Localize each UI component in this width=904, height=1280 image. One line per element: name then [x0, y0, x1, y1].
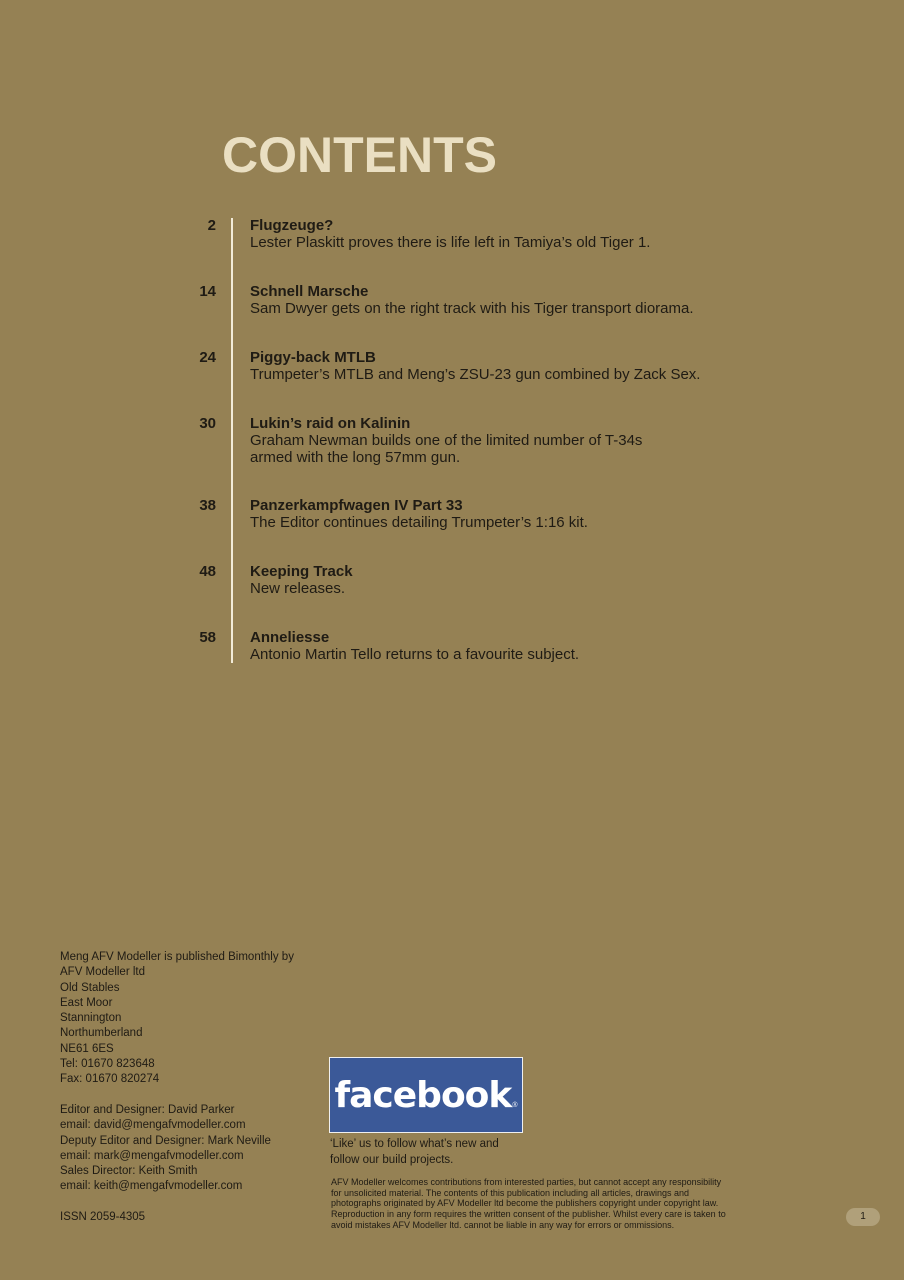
facebook-logo-text: facebook: [334, 1074, 512, 1116]
disclaimer-line: for unsolicited material. The contents of this publication including all articles, drawings and: [331, 1187, 690, 1198]
toc-description: Sam Dwyer gets on the right track with his Tiger transport diorama.: [250, 300, 694, 317]
copyright-disclaimer: [331, 1177, 821, 1231]
imprint-line: AFV Modeller ltd: [60, 966, 146, 979]
imprint-line: Old Stables: [60, 981, 120, 994]
toc-divider-line: [231, 218, 233, 663]
toc-page-number: 58: [199, 629, 216, 646]
staff-line: Sales Director: Keith Smith: [60, 1165, 198, 1178]
caption-line: follow our build projects.: [330, 1153, 454, 1166]
facebook-logo-link[interactable]: [329, 1057, 523, 1133]
registered-mark: ®: [512, 1101, 518, 1109]
toc-description: armed with the long 57mm gun.: [250, 449, 461, 466]
disclaimer-line: avoid mistakes AFV Modeller ltd. cannot be liable in any way for errors or ommissions.: [331, 1219, 675, 1230]
imprint-line: East Moor: [60, 996, 113, 1009]
imprint-line: Meng AFV Modeller is published Bimonthly by: [60, 951, 294, 963]
disclaimer-line: Reproduction in any form requires the written consent of the publisher. Whilst every care is taken to: [331, 1209, 726, 1220]
staff-line: Editor and Designer: David Parker: [60, 1103, 235, 1116]
toc-page-number: 38: [199, 497, 216, 514]
staff-line: Deputy Editor and Designer: Mark Neville: [60, 1134, 271, 1147]
toc-description: Lester Plaskitt proves there is life left in Tamiya’s old Tiger 1.: [250, 234, 651, 251]
toc-heading: Piggy-back MTLB: [250, 349, 376, 366]
toc-page-number: 30: [199, 415, 216, 432]
staff-email-link[interactable]: email: keith@mengafvmodeller.com: [60, 1180, 243, 1193]
toc-heading: Panzerkampfwagen IV Part 33: [250, 497, 463, 514]
imprint-line: Fax: 01670 820274: [60, 1073, 160, 1086]
toc-page-number: 24: [199, 349, 216, 366]
toc-page-number: 2: [207, 217, 216, 234]
disclaimer-line: photographs originated by AFV Modeller ltd become the publishers copyright under copyright law.: [331, 1198, 719, 1209]
toc-description: Antonio Martin Tello returns to a favourite subject.: [250, 646, 580, 663]
toc-description: Graham Newman builds one of the limited number of T-34s: [250, 432, 643, 449]
facebook-caption: [330, 1137, 540, 1168]
issn-number: ISSN 2059-4305: [60, 1211, 146, 1223]
imprint-line: Northumberland: [60, 1027, 143, 1040]
imprint-line: NE61 6ES: [60, 1042, 114, 1055]
toc-description: Trumpeter’s MTLB and Meng’s ZSU-23 gun combined by Zack Sex.: [250, 366, 701, 383]
toc-heading: Flugzeuge?: [250, 217, 334, 234]
toc-page-number: 48: [199, 563, 216, 580]
disclaimer-line: AFV Modeller welcomes contributions from interested parties, but cannot accept any responsibility: [331, 1177, 722, 1187]
staff-email-link[interactable]: email: mark@mengafvmodeller.com: [60, 1149, 244, 1162]
toc-heading: Schnell Marsche: [250, 283, 369, 300]
publisher-imprint: [60, 950, 340, 1195]
toc-heading: Lukin’s raid on Kalinin: [250, 415, 411, 432]
toc-description: The Editor continues detailing Trumpeter’s 1:16 kit.: [250, 514, 588, 531]
toc-description: New releases.: [250, 580, 346, 597]
toc-heading: Keeping Track: [250, 563, 353, 580]
imprint-line: Stannington: [60, 1012, 122, 1025]
toc-heading: Anneliesse: [250, 629, 330, 646]
page-title: CONTENTS: [222, 127, 497, 183]
caption-line: ‘Like’ us to follow what’s new and: [330, 1138, 499, 1150]
toc-page-number: 14: [199, 283, 216, 300]
staff-email-link[interactable]: email: david@mengafvmodeller.com: [60, 1119, 246, 1132]
imprint-line: Tel: 01670 823648: [60, 1058, 155, 1071]
page-number: 1: [846, 1208, 880, 1226]
